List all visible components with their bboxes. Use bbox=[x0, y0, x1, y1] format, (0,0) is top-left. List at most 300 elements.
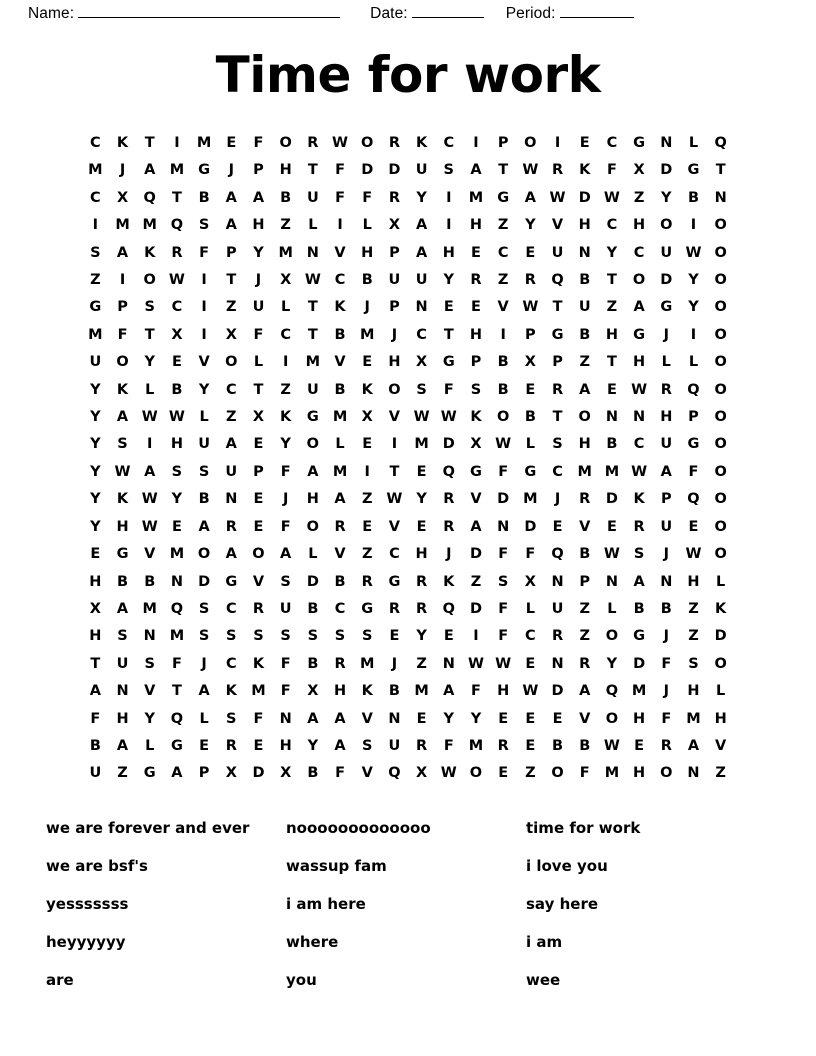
grid-cell[interactable]: T bbox=[443, 326, 454, 343]
grid-cell[interactable]: D bbox=[497, 491, 510, 508]
grid-cell[interactable]: P bbox=[253, 162, 264, 179]
grid-cell[interactable]: G bbox=[633, 326, 646, 343]
grid-cell[interactable]: W bbox=[413, 409, 430, 426]
grid-cell[interactable]: O bbox=[714, 491, 727, 508]
grid-cell[interactable]: E bbox=[525, 710, 536, 727]
grid-cell[interactable]: E bbox=[525, 655, 536, 672]
grid-cell[interactable]: L bbox=[281, 299, 291, 316]
grid-cell[interactable]: B bbox=[144, 573, 156, 590]
grid-cell[interactable]: M bbox=[577, 463, 592, 480]
grid-cell[interactable]: A bbox=[89, 683, 101, 700]
grid-cell[interactable]: S bbox=[198, 600, 210, 617]
grid-cell[interactable]: Y bbox=[688, 272, 699, 289]
grid-cell[interactable]: L bbox=[661, 354, 671, 371]
grid-cell[interactable]: X bbox=[361, 409, 373, 426]
grid-cell[interactable]: H bbox=[578, 217, 591, 234]
grid-cell[interactable]: Y bbox=[661, 189, 672, 206]
grid-cell[interactable]: E bbox=[498, 710, 509, 727]
grid-cell[interactable]: E bbox=[416, 710, 427, 727]
grid-cell[interactable]: X bbox=[524, 354, 536, 371]
grid-cell[interactable]: E bbox=[552, 710, 563, 727]
grid-cell[interactable]: L bbox=[308, 546, 318, 563]
period-write-line[interactable] bbox=[560, 5, 634, 18]
grid-cell[interactable]: W bbox=[685, 546, 702, 563]
grid-cell[interactable]: M bbox=[468, 737, 484, 754]
grid-cell[interactable]: R bbox=[388, 135, 400, 151]
grid-cell[interactable]: G bbox=[470, 463, 482, 480]
grid-cell[interactable]: F bbox=[498, 628, 509, 645]
grid-cell[interactable]: W bbox=[168, 409, 185, 426]
grid-cell[interactable]: Q bbox=[551, 272, 564, 289]
grid-cell[interactable]: W bbox=[522, 683, 539, 700]
grid-cell[interactable]: J bbox=[391, 655, 398, 672]
grid-cell[interactable]: O bbox=[714, 217, 727, 234]
grid-cell[interactable]: S bbox=[361, 628, 373, 645]
grid-cell[interactable]: E bbox=[525, 381, 536, 398]
grid-cell[interactable]: A bbox=[415, 217, 428, 234]
grid-cell[interactable]: E bbox=[634, 737, 645, 754]
grid-cell[interactable]: N bbox=[497, 518, 510, 535]
grid-cell[interactable]: G bbox=[687, 436, 700, 453]
grid-cell[interactable]: A bbox=[633, 299, 645, 316]
grid-cell[interactable]: P bbox=[660, 491, 672, 508]
grid-cell[interactable]: Z bbox=[280, 217, 291, 234]
grid-cell[interactable]: D bbox=[442, 436, 455, 453]
grid-cell[interactable]: Q bbox=[714, 135, 727, 151]
grid-cell[interactable]: N bbox=[633, 409, 646, 426]
grid-cell[interactable]: V bbox=[334, 244, 346, 261]
grid-cell[interactable]: Q bbox=[605, 683, 619, 700]
grid-cell[interactable]: R bbox=[633, 518, 645, 535]
grid-cell[interactable]: C bbox=[225, 600, 237, 617]
grid-cell[interactable]: P bbox=[470, 354, 482, 371]
grid-cell[interactable]: X bbox=[307, 683, 319, 700]
grid-cell[interactable]: B bbox=[606, 436, 618, 453]
grid-cell[interactable]: M bbox=[305, 354, 321, 371]
grid-cell[interactable]: C bbox=[90, 189, 101, 206]
grid-cell[interactable]: B bbox=[361, 272, 373, 289]
grid-cell[interactable]: C bbox=[171, 299, 183, 316]
grid-cell[interactable]: X bbox=[416, 354, 428, 371]
grid-cell[interactable]: P bbox=[525, 326, 536, 343]
grid-cell[interactable]: O bbox=[714, 546, 727, 563]
grid-cell[interactable]: N bbox=[442, 655, 455, 672]
grid-cell[interactable]: O bbox=[660, 217, 673, 234]
grid-cell[interactable]: T bbox=[498, 162, 509, 179]
grid-cell[interactable]: P bbox=[253, 463, 264, 480]
grid-cell[interactable]: O bbox=[714, 354, 727, 371]
grid-cell[interactable]: O bbox=[252, 546, 265, 563]
grid-cell[interactable]: B bbox=[198, 491, 210, 508]
grid-cell[interactable]: R bbox=[497, 737, 509, 754]
grid-cell[interactable]: O bbox=[551, 765, 564, 782]
grid-cell[interactable]: T bbox=[171, 189, 182, 206]
grid-cell[interactable]: I bbox=[282, 354, 289, 371]
grid-cell[interactable]: A bbox=[116, 409, 129, 426]
grid-cell[interactable]: B bbox=[307, 655, 319, 672]
grid-cell[interactable]: E bbox=[171, 518, 182, 535]
grid-cell[interactable]: U bbox=[578, 299, 591, 316]
grid-cell[interactable]: F bbox=[253, 135, 264, 151]
grid-cell[interactable]: G bbox=[633, 628, 646, 645]
grid-cell[interactable]: G bbox=[198, 162, 211, 179]
grid-cell[interactable]: O bbox=[714, 655, 727, 672]
grid-cell[interactable]: G bbox=[306, 409, 319, 426]
grid-cell[interactable]: G bbox=[524, 463, 537, 480]
grid-cell[interactable]: V bbox=[144, 546, 156, 563]
grid-cell[interactable]: W bbox=[467, 655, 484, 672]
grid-cell[interactable]: U bbox=[225, 463, 238, 480]
grid-cell[interactable]: Q bbox=[170, 710, 184, 727]
grid-cell[interactable]: B bbox=[171, 381, 183, 398]
grid-cell[interactable]: H bbox=[415, 546, 428, 563]
grid-cell[interactable]: T bbox=[389, 463, 400, 480]
grid-cell[interactable]: B bbox=[307, 765, 319, 782]
grid-cell[interactable]: F bbox=[280, 683, 291, 700]
grid-cell[interactable]: Y bbox=[443, 710, 455, 727]
grid-cell[interactable]: S bbox=[117, 628, 128, 645]
grid-cell[interactable]: M bbox=[360, 326, 375, 343]
grid-cell[interactable]: D bbox=[660, 162, 673, 179]
grid-cell[interactable]: L bbox=[688, 135, 699, 151]
grid-cell[interactable]: N bbox=[415, 299, 428, 316]
grid-cell[interactable]: U bbox=[198, 436, 210, 453]
grid-cell[interactable]: B bbox=[497, 354, 509, 371]
grid-cell[interactable]: H bbox=[714, 710, 727, 727]
grid-cell[interactable]: B bbox=[388, 683, 400, 700]
grid-cell[interactable]: V bbox=[497, 299, 509, 316]
grid-cell[interactable]: Y bbox=[606, 655, 618, 672]
grid-cell[interactable]: L bbox=[199, 710, 209, 727]
grid-cell[interactable]: D bbox=[551, 683, 564, 700]
grid-cell[interactable]: A bbox=[144, 162, 156, 179]
grid-cell[interactable]: L bbox=[688, 354, 699, 371]
grid-cell[interactable]: T bbox=[606, 354, 617, 371]
grid-cell[interactable]: Y bbox=[90, 381, 101, 398]
grid-cell[interactable]: G bbox=[89, 299, 102, 316]
grid-cell[interactable]: F bbox=[335, 765, 345, 782]
grid-cell[interactable]: A bbox=[116, 244, 129, 261]
grid-cell[interactable]: O bbox=[714, 381, 727, 398]
grid-cell[interactable]: O bbox=[714, 436, 727, 453]
grid-cell[interactable]: J bbox=[554, 491, 561, 508]
grid-cell[interactable]: X bbox=[116, 189, 129, 206]
word-list-item[interactable]: say here bbox=[526, 894, 599, 913]
grid-cell[interactable]: U bbox=[388, 737, 401, 754]
grid-cell[interactable]: S bbox=[443, 162, 454, 179]
grid-cell[interactable]: F bbox=[661, 710, 672, 727]
grid-cell[interactable]: U bbox=[415, 162, 428, 179]
grid-cell[interactable]: O bbox=[306, 436, 319, 453]
grid-cell[interactable]: Q bbox=[388, 765, 401, 782]
grid-cell[interactable]: B bbox=[579, 326, 591, 343]
grid-cell[interactable]: A bbox=[225, 436, 237, 453]
grid-cell[interactable]: D bbox=[469, 600, 482, 617]
grid-cell[interactable]: E bbox=[443, 299, 454, 316]
grid-cell[interactable]: B bbox=[552, 737, 564, 754]
grid-cell[interactable]: O bbox=[524, 135, 537, 151]
grid-cell[interactable]: J bbox=[663, 683, 669, 700]
grid-cell[interactable]: Y bbox=[253, 244, 264, 261]
grid-cell[interactable]: R bbox=[416, 573, 428, 590]
grid-cell[interactable]: Z bbox=[633, 189, 645, 206]
grid-cell[interactable]: Y bbox=[443, 272, 455, 289]
grid-cell[interactable]: Q bbox=[687, 491, 700, 508]
grid-cell[interactable]: P bbox=[225, 244, 237, 261]
grid-cell[interactable]: F bbox=[443, 381, 454, 398]
grid-cell[interactable]: B bbox=[579, 272, 591, 289]
grid-cell[interactable]: F bbox=[199, 244, 210, 261]
grid-cell[interactable]: J bbox=[663, 326, 669, 343]
grid-cell[interactable]: H bbox=[633, 354, 646, 371]
grid-cell[interactable]: P bbox=[117, 299, 128, 316]
grid-cell[interactable]: C bbox=[443, 135, 455, 151]
grid-cell[interactable]: H bbox=[442, 244, 455, 261]
grid-cell[interactable]: H bbox=[306, 491, 319, 508]
grid-cell[interactable]: I bbox=[174, 135, 180, 151]
word-list-item[interactable]: where bbox=[286, 932, 339, 951]
grid-cell[interactable]: O bbox=[388, 381, 401, 398]
grid-cell[interactable]: V bbox=[334, 546, 346, 563]
grid-cell[interactable]: W bbox=[631, 381, 648, 398]
grid-cell[interactable]: X bbox=[388, 217, 400, 234]
grid-cell[interactable]: A bbox=[524, 189, 536, 206]
grid-cell[interactable]: M bbox=[169, 162, 185, 179]
grid-cell[interactable]: Y bbox=[470, 710, 482, 727]
grid-cell[interactable]: C bbox=[633, 436, 645, 453]
grid-cell[interactable]: S bbox=[307, 628, 319, 645]
grid-cell[interactable]: H bbox=[605, 326, 618, 343]
grid-cell[interactable]: M bbox=[169, 546, 185, 563]
grid-cell[interactable]: B bbox=[198, 189, 210, 206]
grid-cell[interactable]: U bbox=[660, 244, 673, 261]
grid-cell[interactable]: R bbox=[470, 272, 482, 289]
grid-cell[interactable]: Z bbox=[90, 272, 101, 289]
grid-cell[interactable]: K bbox=[415, 135, 428, 151]
grid-cell[interactable]: C bbox=[606, 217, 618, 234]
grid-cell[interactable]: H bbox=[660, 409, 673, 426]
grid-cell[interactable]: U bbox=[660, 436, 673, 453]
grid-cell[interactable]: S bbox=[117, 436, 128, 453]
grid-cell[interactable]: K bbox=[116, 135, 129, 151]
grid-cell[interactable]: V bbox=[144, 683, 156, 700]
grid-cell[interactable]: H bbox=[361, 244, 374, 261]
grid-cell[interactable]: J bbox=[663, 628, 669, 645]
grid-cell[interactable]: M bbox=[278, 244, 293, 261]
grid-cell[interactable]: B bbox=[660, 600, 672, 617]
grid-cell[interactable]: Y bbox=[198, 381, 210, 398]
grid-cell[interactable]: Y bbox=[307, 737, 319, 754]
grid-cell[interactable]: O bbox=[578, 409, 591, 426]
grid-cell[interactable]: A bbox=[198, 518, 210, 535]
grid-cell[interactable]: A bbox=[579, 381, 591, 398]
grid-cell[interactable]: O bbox=[469, 765, 483, 782]
grid-cell[interactable]: R bbox=[660, 381, 672, 398]
grid-cell[interactable]: A bbox=[144, 463, 156, 480]
grid-cell[interactable]: L bbox=[607, 600, 617, 617]
grid-cell[interactable]: O bbox=[496, 409, 510, 426]
grid-cell[interactable]: K bbox=[579, 162, 591, 179]
grid-cell[interactable]: A bbox=[307, 463, 319, 480]
grid-cell[interactable]: W bbox=[440, 409, 457, 426]
grid-cell[interactable]: A bbox=[633, 573, 645, 590]
grid-cell[interactable]: W bbox=[549, 189, 566, 206]
grid-cell[interactable]: U bbox=[306, 381, 319, 398]
grid-cell[interactable]: S bbox=[198, 217, 210, 234]
grid-cell[interactable]: M bbox=[414, 436, 429, 453]
grid-cell[interactable]: Z bbox=[579, 628, 590, 645]
grid-cell[interactable]: R bbox=[388, 600, 400, 617]
grid-cell[interactable]: Z bbox=[525, 765, 536, 782]
grid-cell[interactable]: R bbox=[416, 737, 428, 754]
grid-cell[interactable]: Z bbox=[280, 381, 291, 398]
grid-cell[interactable]: A bbox=[470, 518, 482, 535]
grid-cell[interactable]: T bbox=[552, 409, 563, 426]
grid-cell[interactable]: R bbox=[579, 655, 591, 672]
grid-cell[interactable]: I bbox=[201, 299, 207, 316]
grid-cell[interactable]: A bbox=[334, 737, 346, 754]
grid-cell[interactable]: Q bbox=[170, 217, 184, 234]
grid-cell[interactable]: E bbox=[416, 463, 427, 480]
grid-cell[interactable]: C bbox=[334, 600, 346, 617]
grid-cell[interactable]: R bbox=[551, 381, 564, 398]
grid-cell[interactable]: T bbox=[552, 299, 563, 316]
grid-cell[interactable]: C bbox=[525, 628, 536, 645]
grid-cell[interactable]: U bbox=[89, 354, 102, 371]
grid-cell[interactable]: M bbox=[142, 600, 157, 617]
word-list-item[interactable]: i am here bbox=[286, 894, 366, 913]
grid-cell[interactable]: W bbox=[495, 436, 512, 453]
grid-cell[interactable]: E bbox=[253, 737, 264, 754]
grid-cell[interactable]: W bbox=[522, 299, 539, 316]
grid-cell[interactable]: F bbox=[253, 326, 264, 343]
grid-cell[interactable]: W bbox=[114, 463, 131, 480]
grid-cell[interactable]: S bbox=[90, 244, 101, 261]
grid-cell[interactable]: N bbox=[306, 244, 319, 261]
grid-cell[interactable]: V bbox=[579, 518, 591, 535]
grid-cell[interactable]: E bbox=[552, 518, 563, 535]
grid-cell[interactable]: B bbox=[89, 737, 101, 754]
grid-cell[interactable]: A bbox=[116, 737, 129, 754]
grid-cell[interactable]: R bbox=[252, 600, 265, 617]
grid-cell[interactable]: G bbox=[116, 546, 129, 563]
grid-cell[interactable]: L bbox=[362, 217, 372, 234]
grid-cell[interactable]: V bbox=[715, 737, 727, 754]
grid-cell[interactable]: V bbox=[198, 354, 210, 371]
grid-cell[interactable]: M bbox=[631, 683, 647, 700]
grid-cell[interactable]: M bbox=[115, 217, 130, 234]
grid-cell[interactable]: D bbox=[660, 272, 673, 289]
grid-cell[interactable]: R bbox=[388, 189, 400, 206]
grid-cell[interactable]: F bbox=[579, 765, 590, 782]
grid-cell[interactable]: W bbox=[603, 189, 620, 206]
grid-cell[interactable]: A bbox=[334, 491, 346, 508]
grid-cell[interactable]: F bbox=[525, 546, 536, 563]
grid-cell[interactable]: S bbox=[688, 655, 699, 672]
grid-cell[interactable]: R bbox=[334, 655, 346, 672]
grid-cell[interactable]: C bbox=[334, 272, 346, 289]
grid-cell[interactable]: I bbox=[690, 217, 697, 234]
name-write-line[interactable] bbox=[78, 5, 340, 18]
grid-cell[interactable]: N bbox=[551, 655, 564, 672]
grid-cell[interactable]: P bbox=[552, 354, 563, 371]
grid-cell[interactable]: E bbox=[226, 135, 237, 151]
grid-cell[interactable]: O bbox=[714, 272, 727, 289]
grid-cell[interactable]: E bbox=[443, 628, 454, 645]
grid-cell[interactable]: H bbox=[633, 765, 646, 782]
grid-cell[interactable]: A bbox=[198, 683, 210, 700]
grid-cell[interactable]: H bbox=[388, 354, 401, 371]
grid-cell[interactable]: C bbox=[389, 546, 400, 563]
grid-cell[interactable]: D bbox=[388, 162, 401, 179]
grid-cell[interactable]: P bbox=[497, 135, 509, 151]
grid-cell[interactable]: G bbox=[660, 299, 673, 316]
grid-cell[interactable]: T bbox=[253, 381, 264, 398]
grid-cell[interactable]: S bbox=[280, 628, 291, 645]
grid-cell[interactable]: L bbox=[253, 354, 264, 371]
grid-cell[interactable]: D bbox=[361, 162, 374, 179]
grid-cell[interactable]: I bbox=[337, 217, 343, 234]
grid-cell[interactable]: R bbox=[660, 737, 672, 754]
grid-cell[interactable]: L bbox=[525, 600, 535, 617]
grid-cell[interactable]: I bbox=[446, 217, 452, 234]
grid-cell[interactable]: E bbox=[579, 135, 590, 151]
grid-cell[interactable]: Q bbox=[442, 600, 455, 617]
grid-cell[interactable]: I bbox=[364, 463, 370, 480]
grid-cell[interactable]: W bbox=[168, 272, 185, 289]
grid-cell[interactable]: O bbox=[143, 272, 156, 289]
grid-cell[interactable]: A bbox=[470, 162, 482, 179]
grid-cell[interactable]: Z bbox=[497, 217, 509, 234]
grid-cell[interactable]: K bbox=[280, 409, 292, 426]
word-list-item[interactable]: time for work bbox=[526, 818, 641, 837]
word-list-item[interactable]: you bbox=[286, 970, 317, 989]
grid-cell[interactable]: B bbox=[280, 189, 292, 206]
grid-cell[interactable]: V bbox=[361, 710, 373, 727]
grid-cell[interactable]: H bbox=[633, 217, 646, 234]
grid-cell[interactable]: H bbox=[252, 217, 265, 234]
grid-cell[interactable]: H bbox=[89, 573, 102, 590]
grid-cell[interactable]: R bbox=[416, 600, 428, 617]
grid-cell[interactable]: Y bbox=[525, 217, 536, 234]
grid-cell[interactable]: O bbox=[605, 628, 619, 645]
grid-cell[interactable]: G bbox=[225, 573, 238, 590]
grid-cell[interactable]: R bbox=[579, 491, 591, 508]
grid-cell[interactable]: K bbox=[252, 655, 265, 672]
grid-cell[interactable]: T bbox=[307, 162, 318, 179]
grid-cell[interactable]: N bbox=[605, 409, 618, 426]
grid-cell[interactable]: F bbox=[171, 655, 182, 672]
grid-cell[interactable]: I bbox=[690, 326, 697, 343]
grid-cell[interactable]: I bbox=[391, 436, 398, 453]
word-list-item[interactable]: wee bbox=[526, 970, 561, 989]
grid-cell[interactable]: F bbox=[498, 463, 509, 480]
grid-cell[interactable]: E bbox=[90, 546, 101, 563]
grid-cell[interactable]: V bbox=[579, 710, 591, 727]
grid-cell[interactable]: H bbox=[89, 628, 102, 645]
grid-cell[interactable]: I bbox=[92, 217, 99, 234]
grid-cell[interactable]: D bbox=[605, 491, 618, 508]
grid-cell[interactable]: X bbox=[280, 272, 292, 289]
grid-cell[interactable]: Q bbox=[442, 463, 455, 480]
grid-cell[interactable]: W bbox=[603, 546, 620, 563]
grid-cell[interactable]: T bbox=[307, 326, 318, 343]
grid-cell[interactable]: U bbox=[252, 299, 265, 316]
grid-cell[interactable]: N bbox=[116, 683, 129, 700]
grid-cell[interactable]: J bbox=[391, 326, 398, 343]
grid-cell[interactable]: Z bbox=[579, 600, 590, 617]
grid-cell[interactable]: O bbox=[714, 326, 727, 343]
